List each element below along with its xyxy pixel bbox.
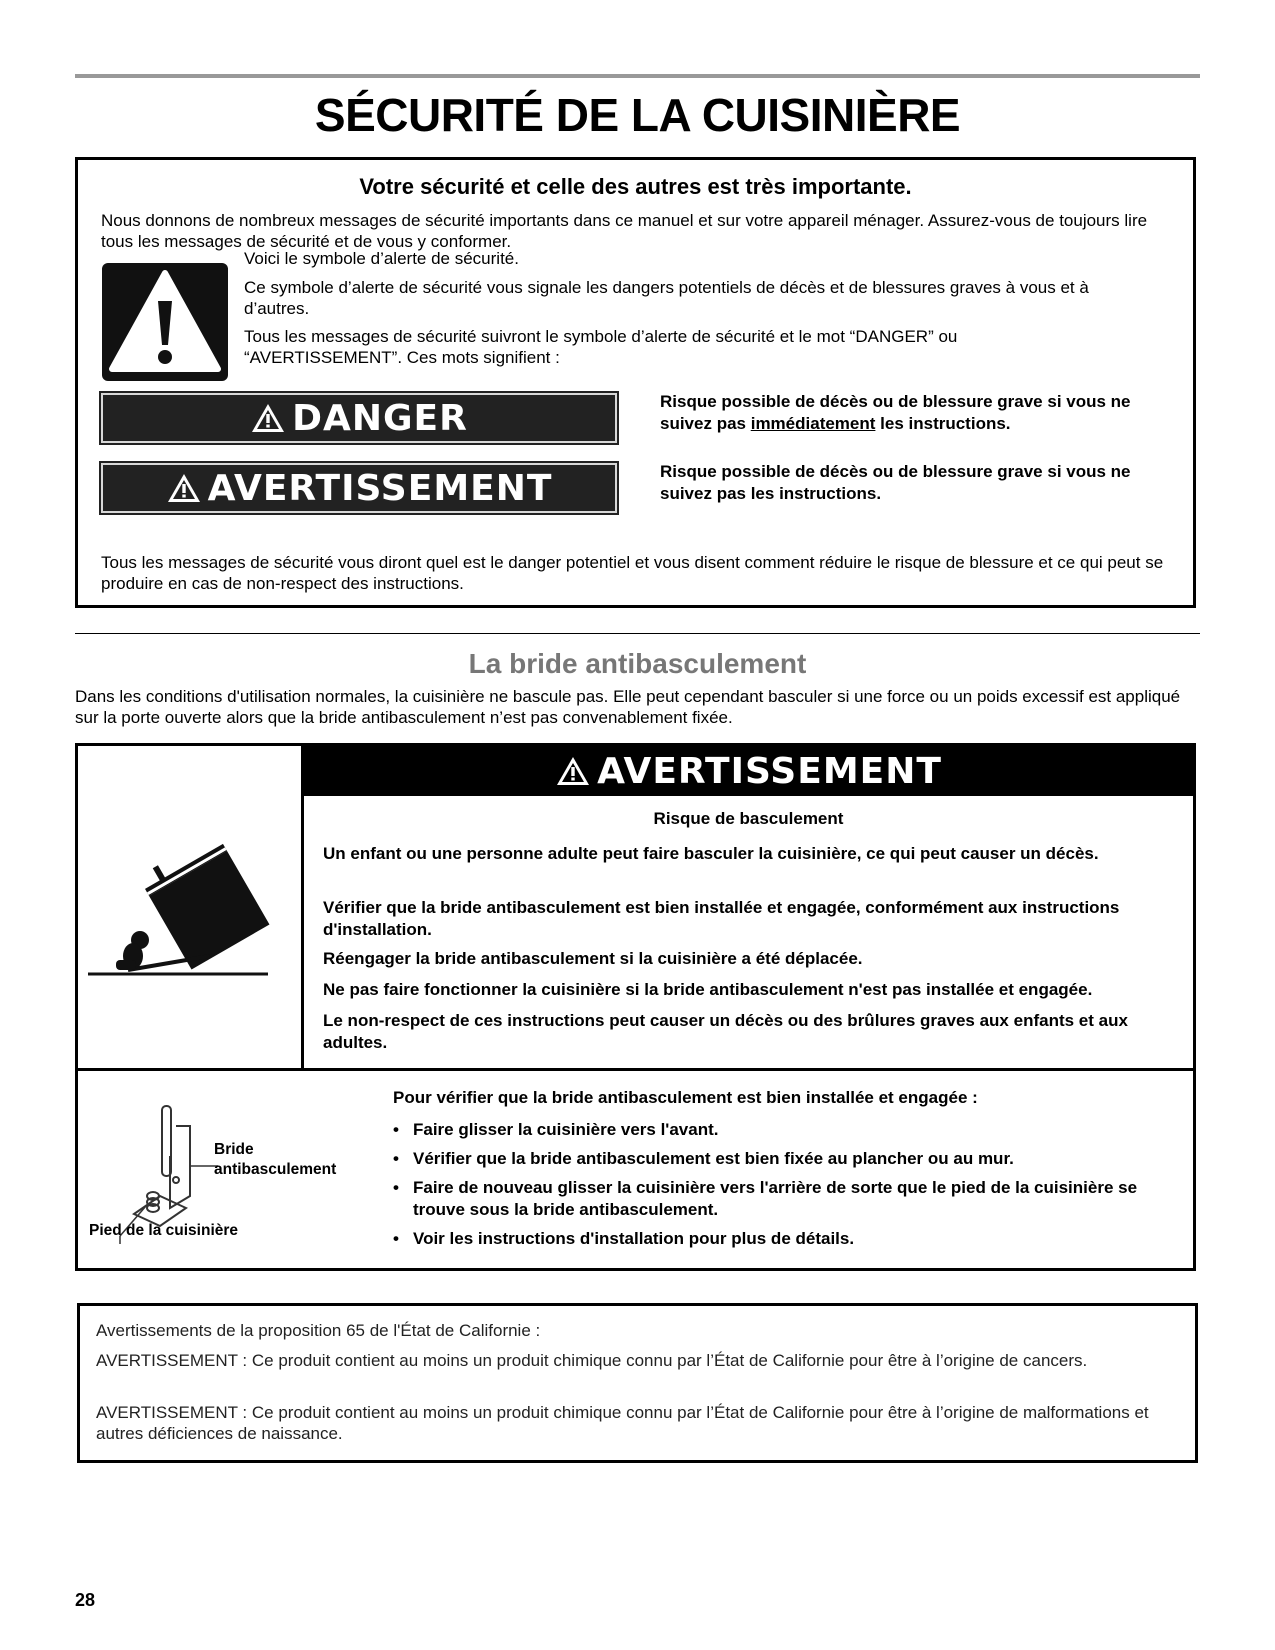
- warning-item: Le non-respect de ces instructions peut causer un décès ou des brûlures graves aux enfants et aux adultes.: [323, 1011, 1128, 1052]
- check-bullet: • Faire glisser la cuisinière vers l'avant.: [393, 1120, 719, 1139]
- warning-item: Vérifier que la bride antibasculement est bien installée et engagée, conformément aux instructions d'installation.: [323, 898, 1120, 939]
- warning-triangle-icon: [555, 755, 591, 787]
- avertissement-label: AVERTISSEMENT: [597, 750, 942, 792]
- warning-triangle-icon: [250, 402, 286, 434]
- warning-item: Ne pas faire fonctionner la cuisinière si la bride antibasculement n'est pas installée et engagée.: [323, 980, 1093, 999]
- avertissement-header: [304, 746, 1193, 796]
- check-intro: Pour vérifier que la bride antibasculement est bien installée et engagée :: [393, 1088, 978, 1107]
- page-number: 28: [75, 1590, 96, 1610]
- illustration-column: [78, 746, 304, 1068]
- danger-label: DANGER: [292, 397, 468, 439]
- safety-intro: Nous donnons de nombreux messages de sécurité importants dans ce manuel et sur votre appareil ménager. Assurez-vous de toujours lire tous les messages de sécurité et de vous y conformer.: [101, 211, 1148, 251]
- box-divider: [78, 1068, 1193, 1071]
- safety-footer: Tous les messages de sécurité vous diront quel est le danger potentiel et vous disent comment réduire le risque de blessure et ce qui peut se produire en cas de non-respect des instructions.: [101, 553, 1164, 593]
- foot-label: Pied de la cuisinière: [89, 1222, 239, 1239]
- safety-alert-icon: [102, 263, 228, 381]
- safety-heading: Votre sécurité et celle des autres est très importante.: [359, 174, 912, 199]
- top-rule: [75, 74, 1200, 78]
- section-paragraph: Dans les conditions d'utilisation normales, la cuisinière ne bascule pas. Elle peut cependant basculer si une force ou un poids excessif est appliqué sur la porte ouverte alors que la bride antibasculement n’est pas convenablement fixée.: [75, 687, 1181, 727]
- tipping-range-illustration: [88, 838, 288, 988]
- warning-banner: [101, 463, 617, 513]
- warning-label: AVERTISSEMENT: [207, 467, 553, 509]
- safety-p1: Voici le symbole d’alerte de sécurité.: [244, 249, 519, 268]
- page-title: SÉCURITÉ DE LA CUISINIÈRE: [314, 89, 961, 141]
- safety-p2: Ce symbole d’alerte de sécurité vous signale les dangers potentiels de décès et de blessures graves à vous et à d’autres.: [244, 278, 1089, 318]
- warning-item: Réengager la bride antibasculement si la cuisinière a été déplacée.: [323, 949, 863, 968]
- warning-description: Risque possible de décès ou de blessure grave si vous ne suivez pas les instructions.: [660, 462, 1131, 503]
- danger-banner: [101, 393, 617, 443]
- safety-p3: Tous les messages de sécurité suivront le symbole d’alerte de sécurité et le mot “DANGER” ou “AVERTISSEMENT”. Ces mots signifient :: [244, 327, 958, 367]
- section-title: La bride antibasculement: [468, 648, 807, 679]
- california-prop65-box: [77, 1303, 1198, 1463]
- prop65-warning-birth: AVERTISSEMENT : Ce produit contient au moins un produit chimique connu par l’État de Californie pour être à l’origine de malformations et autres déficiences de naissance.: [96, 1403, 1149, 1443]
- check-bullet: • Vérifier que la bride antibasculement est bien fixée au plancher ou au mur.: [393, 1149, 1014, 1168]
- section-rule: [75, 633, 1200, 634]
- tip-over-warning-box: [75, 743, 1196, 1271]
- tip-over-subtitle: Risque de basculement: [653, 809, 844, 828]
- prop65-heading: Avertissements de la proposition 65 de l'État de Californie :: [96, 1321, 541, 1340]
- warning-triangle-icon: [166, 472, 202, 504]
- check-bullet: • Faire de nouveau glisser la cuisinière vers l'arrière de sorte que le pied de la cuisinière se trouve sous la bride antibasculement.: [393, 1178, 1138, 1219]
- safety-info-box: [75, 157, 1196, 608]
- check-bullet: • Voir les instructions d'installation pour plus de détails.: [393, 1229, 855, 1248]
- prop65-warning-cancer: AVERTISSEMENT : Ce produit contient au moins un produit chimique connu par l’État de Californie pour être à l’origine de cancers.: [96, 1351, 1088, 1370]
- bracket-label: Bride antibasculement: [214, 1141, 337, 1178]
- danger-description: Risque possible de décès ou de blessure grave si vous ne suivez pas immédiatement les instructions.: [660, 392, 1131, 433]
- warning-item: Un enfant ou une personne adulte peut faire basculer la cuisinière, ce qui peut causer un décès.: [323, 844, 1099, 863]
